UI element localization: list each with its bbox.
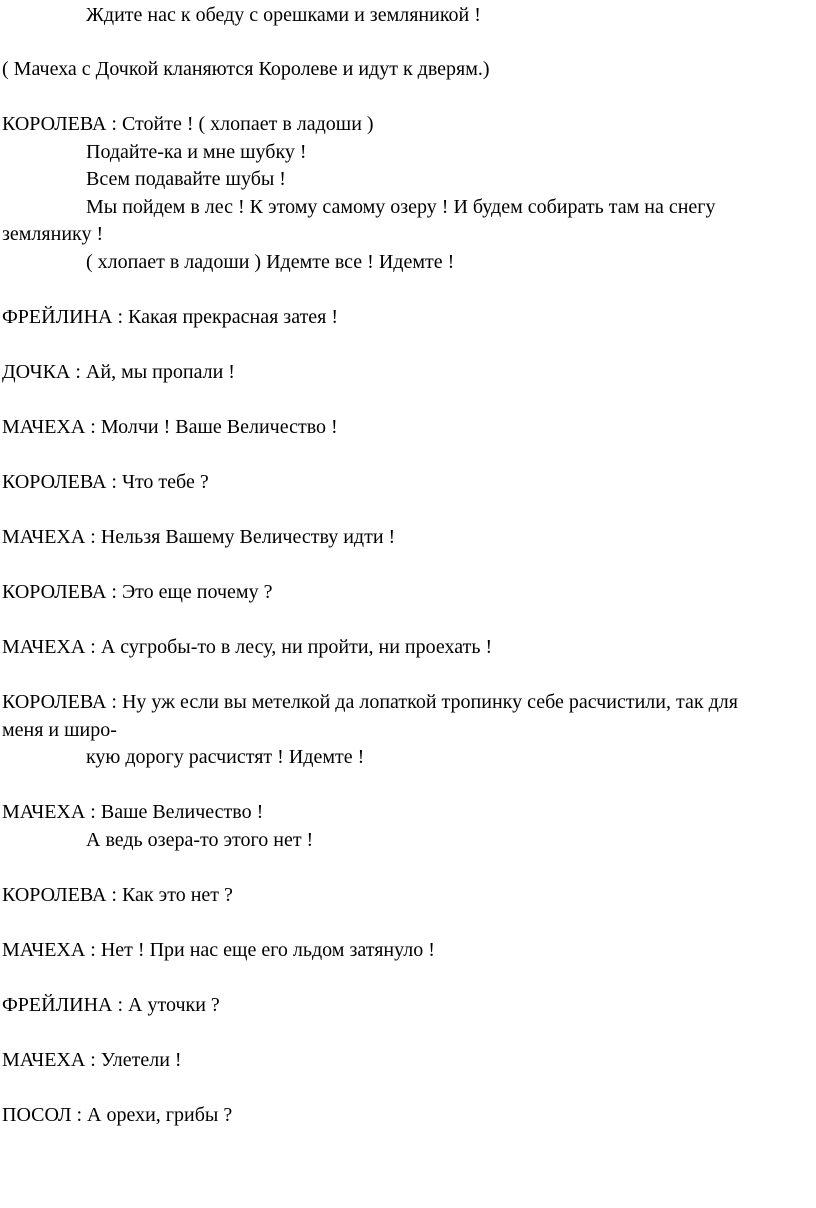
dialogue-line: ПОСОЛ : А орехи, грибы ? [2, 1104, 233, 1126]
text-line: меня и широ- [2, 719, 117, 741]
text-line: кую дорогу расчистят ! Идемте ! [86, 746, 365, 768]
dialogue-line: КОРОЛЕВА : Ну уж если вы метелкой да лопаткой тропинку себе расчистили, так для [2, 691, 738, 713]
text-line: Подайте-ка и мне шубку ! [86, 141, 307, 163]
text-line: Ждите нас к обеду с орешками и земляникой ! [86, 4, 481, 26]
text-line: А ведь озера-то этого нет ! [86, 829, 314, 851]
dialogue-line: МАЧЕХА : Улетели ! [2, 1049, 182, 1071]
dialogue-line: КОРОЛЕВА : Что тебе ? [2, 471, 209, 493]
dialogue-line: МАЧЕХА : Молчи ! Ваше Величество ! [2, 416, 338, 438]
dialogue-line: МАЧЕХА : А сугробы-то в лесу, ни пройти, ни проехать ! [2, 636, 493, 658]
dialogue-line: КОРОЛЕВА : Стойте ! ( хлопает в ладоши ) [2, 113, 374, 135]
dialogue-line: КОРОЛЕВА : Это еще почему ? [2, 581, 273, 603]
dialogue-line: МАЧЕХА : Ваше Величество ! [2, 801, 264, 823]
stage-direction: ( Мачеха с Дочкой кланяются Королеве и идут к дверям.) [2, 58, 490, 80]
dialogue-line: МАЧЕХА : Нельзя Вашему Величеству идти ! [2, 526, 396, 548]
dialogue-line: ФРЕЙЛИНА : А уточки ? [2, 994, 220, 1016]
dialogue-line: МАЧЕХА : Нет ! При нас еще его льдом затянуло ! [2, 939, 435, 961]
dialogue-line: ФРЕЙЛИНА : Какая прекрасная затея ! [2, 306, 339, 328]
text-line: землянику ! [2, 223, 104, 245]
text-line: ( хлопает в ладоши ) Идемте все ! Идемте ! [86, 251, 455, 273]
text-line: Всем подавайте шубы ! [86, 168, 286, 190]
dialogue-line: КОРОЛЕВА : Как это нет ? [2, 884, 233, 906]
text-line: Мы пойдем в лес ! К этому самому озеру ! И будем собирать там на снегу [86, 196, 716, 218]
dialogue-line: ДОЧКА : Ай, мы пропали ! [2, 361, 235, 383]
